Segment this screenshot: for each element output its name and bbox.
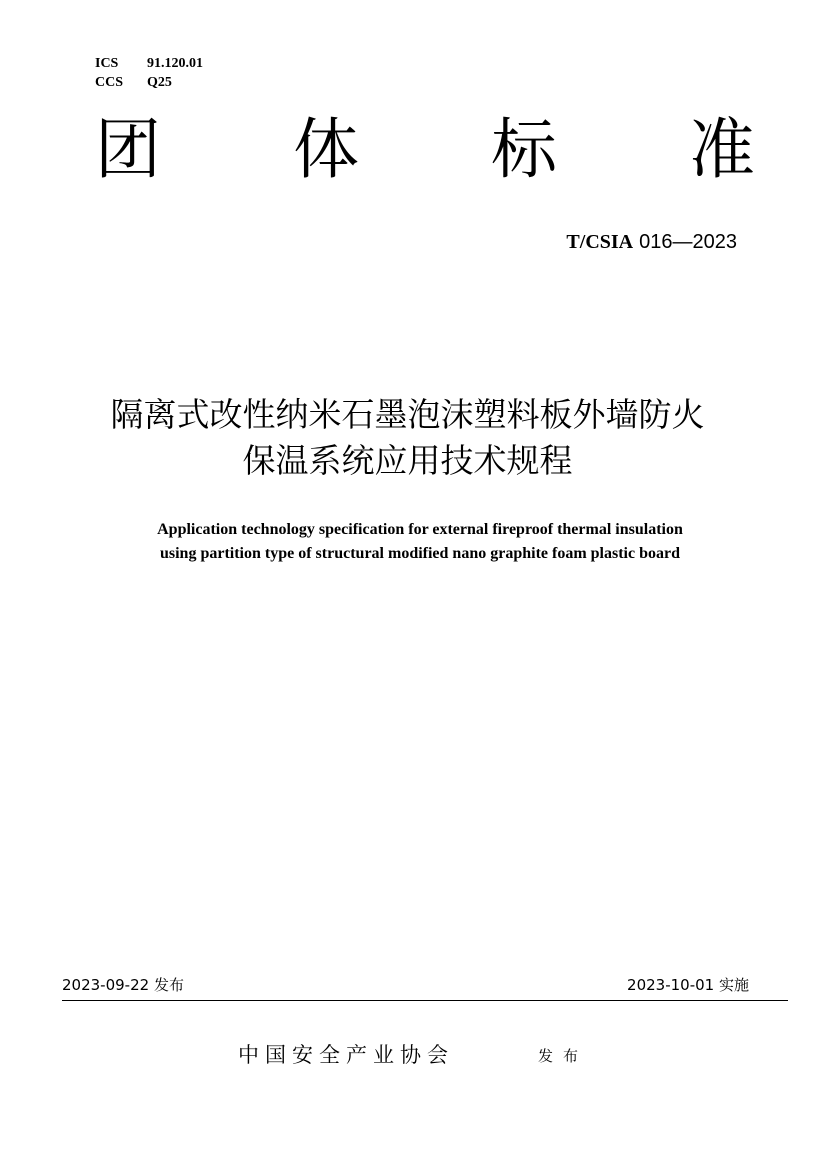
classification-codes — [95, 54, 203, 92]
heading-char: 标 — [491, 111, 557, 188]
chinese-title — [0, 392, 815, 484]
standard-code-number: 016—2023 — [639, 231, 737, 253]
ccs-row — [95, 73, 203, 92]
standard-code-prefix: T/CSIA — [566, 231, 634, 253]
heading-char: 体 — [293, 111, 359, 188]
ics-value: 91.120.01 — [147, 56, 203, 71]
heading-char: 团 — [95, 111, 161, 188]
ics-label: ICS — [95, 56, 119, 71]
ccs-value: Q25 — [147, 75, 172, 90]
chinese-title-line-2: 保温系统应用技术规程 — [242, 441, 573, 480]
issue-date: 2023-09-22 发布 — [62, 976, 184, 994]
english-title-line-2: using partition type of structural modified nano graphite foam plastic board — [159, 545, 680, 562]
ics-row — [95, 54, 203, 73]
publish-label: 发布 — [538, 1047, 589, 1065]
standard-code — [566, 228, 737, 255]
implementation-date: 2023-10-01 实施 — [627, 976, 749, 994]
heading-char: 准 — [689, 111, 755, 188]
chinese-title-line-1: 隔离式改性纳米石墨泡沫塑料板外墙防火 — [110, 395, 705, 434]
footer-divider — [62, 1000, 788, 1001]
ccs-label: CCS — [95, 75, 124, 90]
publisher-name: 中国安全产业协会 — [238, 1043, 454, 1067]
standard-type-heading — [95, 110, 755, 190]
english-title-line-1: Application technology specification for external fireproof thermal insulation — [157, 521, 683, 538]
english-title — [0, 518, 815, 566]
